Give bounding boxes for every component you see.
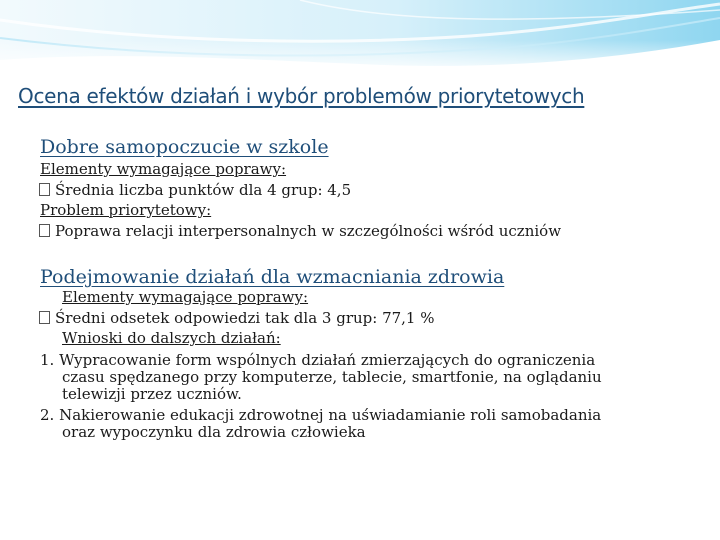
section1-elements-bullet <box>39 179 689 201</box>
list-item-1-line-1: 1. Wypracowanie form wspólnych działań zmierzających do ograniczenia <box>40 351 596 369</box>
list-item-2-line-1: 2. Nakierowanie edukacji zdrowotnej na uświadamianie roli samobadania <box>40 406 602 424</box>
section2-elements-text: Średni odsetek odpowiedzi tak dla 3 grup: 77,1 % <box>55 309 435 327</box>
section1-heading: Dobre samopoczucie w szkole <box>40 136 329 158</box>
bullet-box-icon <box>39 224 50 237</box>
section1-problem-label: Problem priorytetowy: <box>40 201 212 219</box>
section1-elements-text: Średnia liczba punktów dla 4 grup: 4,5 <box>55 181 352 199</box>
bullet-box-icon <box>39 311 50 324</box>
slide-title: Ocena efektów działań i wybór problemów priorytetowych <box>18 84 585 108</box>
bullet-box-icon <box>39 183 50 196</box>
section1-elements-label: Elementy wymagające poprawy: <box>40 160 287 178</box>
list-item-1-line-2: czasu spędzanego przy komputerze, tablecie, smartfonie, na oglądaniu <box>62 368 602 386</box>
section2-elements-bullet <box>39 307 689 329</box>
list-item-1-line-3: telewizji przez uczniów. <box>62 385 242 403</box>
section1-problem-text: Poprawa relacji interpersonalnych w szczególności wśród uczniów <box>55 222 562 240</box>
list-item-2-line-2: oraz wypoczynku dla zdrowia człowieka <box>62 423 366 441</box>
header-banner <box>0 0 720 75</box>
slide-content <box>40 134 690 441</box>
section2-elements-label: Elementy wymagające poprawy: <box>62 288 309 306</box>
section1-problem-bullet <box>39 220 689 242</box>
section2-heading: Podejmowanie działań dla wzmacniania zdrowia <box>40 266 505 288</box>
section2-conclusions-label: Wnioski do dalszych działań: <box>62 329 281 347</box>
conclusions-list <box>40 352 690 441</box>
